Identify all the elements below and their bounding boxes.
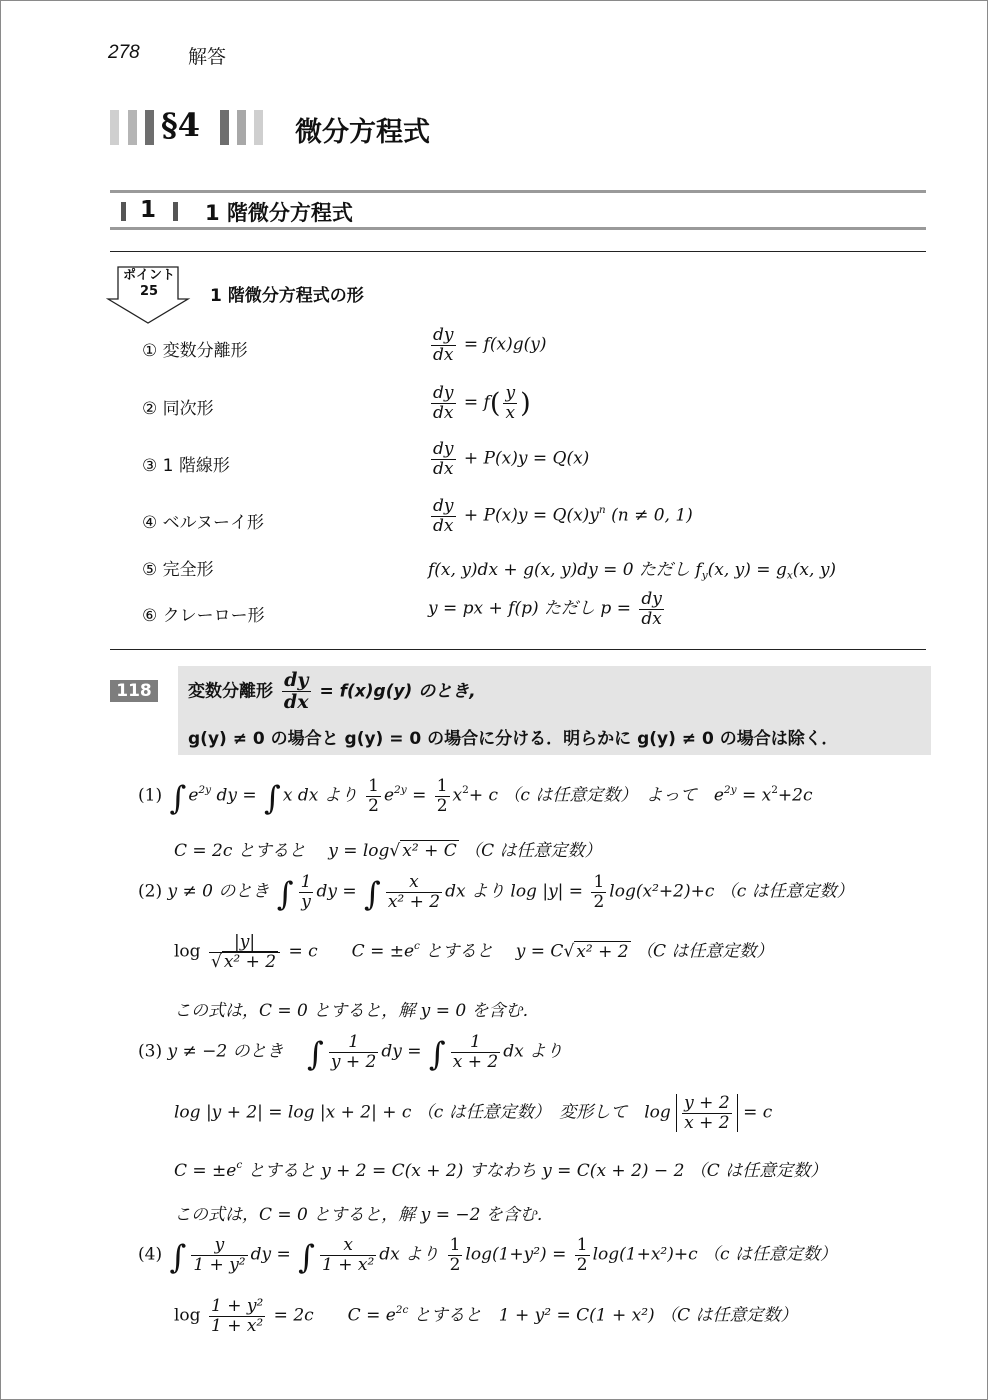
section-bar (110, 110, 119, 145)
section-bar (145, 110, 154, 145)
subsection-title: 1 階微分方程式 (205, 201, 353, 225)
solution-line: (4) ∫ $\frac{y}{\text{1 + y²}}$ dy = ∫ $\frac{x}{\text{1 + x²}}$ dx より $\frac{1}{2}$ log(1+y²) = $\frac{1}{2}$ log(1+x²)+c （c は任意定数） (138, 1235, 837, 1276)
form-label: ⑤ 完全形 (142, 560, 214, 580)
solution-line: (2) y ≠ 0 のとき ∫ $\frac{1}{y}$ dy = ∫ $\frac{x}{\text{x² + 2}}$ dx より log |y| = $\frac{1}{2}$ log(x²+2)+c （c は任意定数） (138, 872, 854, 913)
divider (110, 227, 926, 230)
solution-line: この式は，C = 0 とすると，解 y = −2 を含む． (174, 1205, 554, 1225)
form-label: ① 変数分離形 (142, 341, 248, 361)
solution-line: log $\frac{|y|}{\text{√ x² + 2}}$ = c $C = \pm e^c$ とすると y = C√ x² + 2 （C は任意定数） (174, 932, 774, 972)
section-bar (128, 110, 137, 145)
form-formula: f(x, y)dx + g(x, y)dy = 0 ただし $f_y(x$, $y) = g_x(x$, y) (428, 560, 837, 582)
section-bar (254, 110, 263, 145)
solution-line: (3) y ≠ −2 のとき ∫ $\frac{1}{y + 2}$ dy = ∫ $\frac{1}{x + 2}$ dx より (138, 1032, 564, 1073)
point-title: 1 階微分方程式の形 (210, 286, 364, 306)
section-bar (237, 110, 246, 145)
form-formula: $\frac{dy}{dx}$ + $P(x)y = Q(x)y^n$ (n ≠ 0, 1) (433, 496, 693, 536)
solution-line: C = 2c とすると y = log√ x² + C （C は任意定数） (174, 841, 602, 861)
problem-line: 変数分離形 $\frac{dy}{dx}$ = f(x)g(y) のとき, (188, 669, 476, 713)
subsection-bar (173, 202, 178, 221)
form-label: ② 同次形 (142, 399, 214, 419)
problem-line: g(y) ≠ 0 の場合と g(y) = 0 の場合に分ける．明らかに g(y) ≠ 0 の場合は除く． (188, 729, 839, 749)
section-mark: §4 (161, 106, 200, 144)
point-badge: ポイント 25 (122, 268, 175, 299)
divider (110, 649, 926, 650)
section-bar (220, 110, 229, 145)
running-header: 解答 (188, 46, 227, 68)
problem-number: 118 (110, 680, 158, 702)
subsection-bar (121, 202, 126, 221)
divider (110, 190, 926, 193)
form-label: ③ 1 階線形 (142, 456, 230, 476)
form-formula: y = px + f(p) ただし p = $\frac{dy}{dx}$ (428, 589, 662, 629)
form-formula: $\frac{dy}{dx}$ = f( $\frac{y}{x}$ ) (433, 383, 531, 423)
form-label: ④ ベルヌーイ形 (142, 513, 264, 533)
subsection-number: 1 (140, 197, 157, 223)
form-formula: $\frac{dy}{dx}$ = f(x)g(y) (433, 325, 547, 365)
solution-line: $C = \pm e^c$ とすると y + 2 = C(x + 2) すなわち y = C(x + 2) − 2 （C は任意定数） (174, 1159, 828, 1181)
page-number: 278 (108, 42, 140, 63)
form-label: ⑥ クレーロー形 (142, 606, 265, 626)
form-formula: $\frac{dy}{dx}$ + P(x)y = Q(x) (433, 439, 590, 479)
section-title: 微分方程式 (295, 117, 430, 148)
solution-line: (1) ∫ $e^{2y}$ dy = ∫ x dx より $\frac{1}{2}$ $e^{2y}$ = $\frac{1}{2}$ $x^2+ c$ （c は任意定数） よって $e^{2y} = x^2+2c$ (138, 776, 813, 817)
solution-line: log $\frac{\text{1 + y²}}{\text{1 + x²}}$ = 2c $C = e^{2c}$ とすると 1 + y² = C(1 + x²) （C は任意定数） (174, 1296, 798, 1336)
solution-line: log |y + 2| = log |x + 2| + c （c は任意定数） 変形して log $\frac{y + 2}{x + 2}$ = c (174, 1093, 773, 1133)
solution-line: この式は，C = 0 とすると，解 y = 0 を含む． (174, 1001, 540, 1021)
divider (110, 251, 926, 252)
